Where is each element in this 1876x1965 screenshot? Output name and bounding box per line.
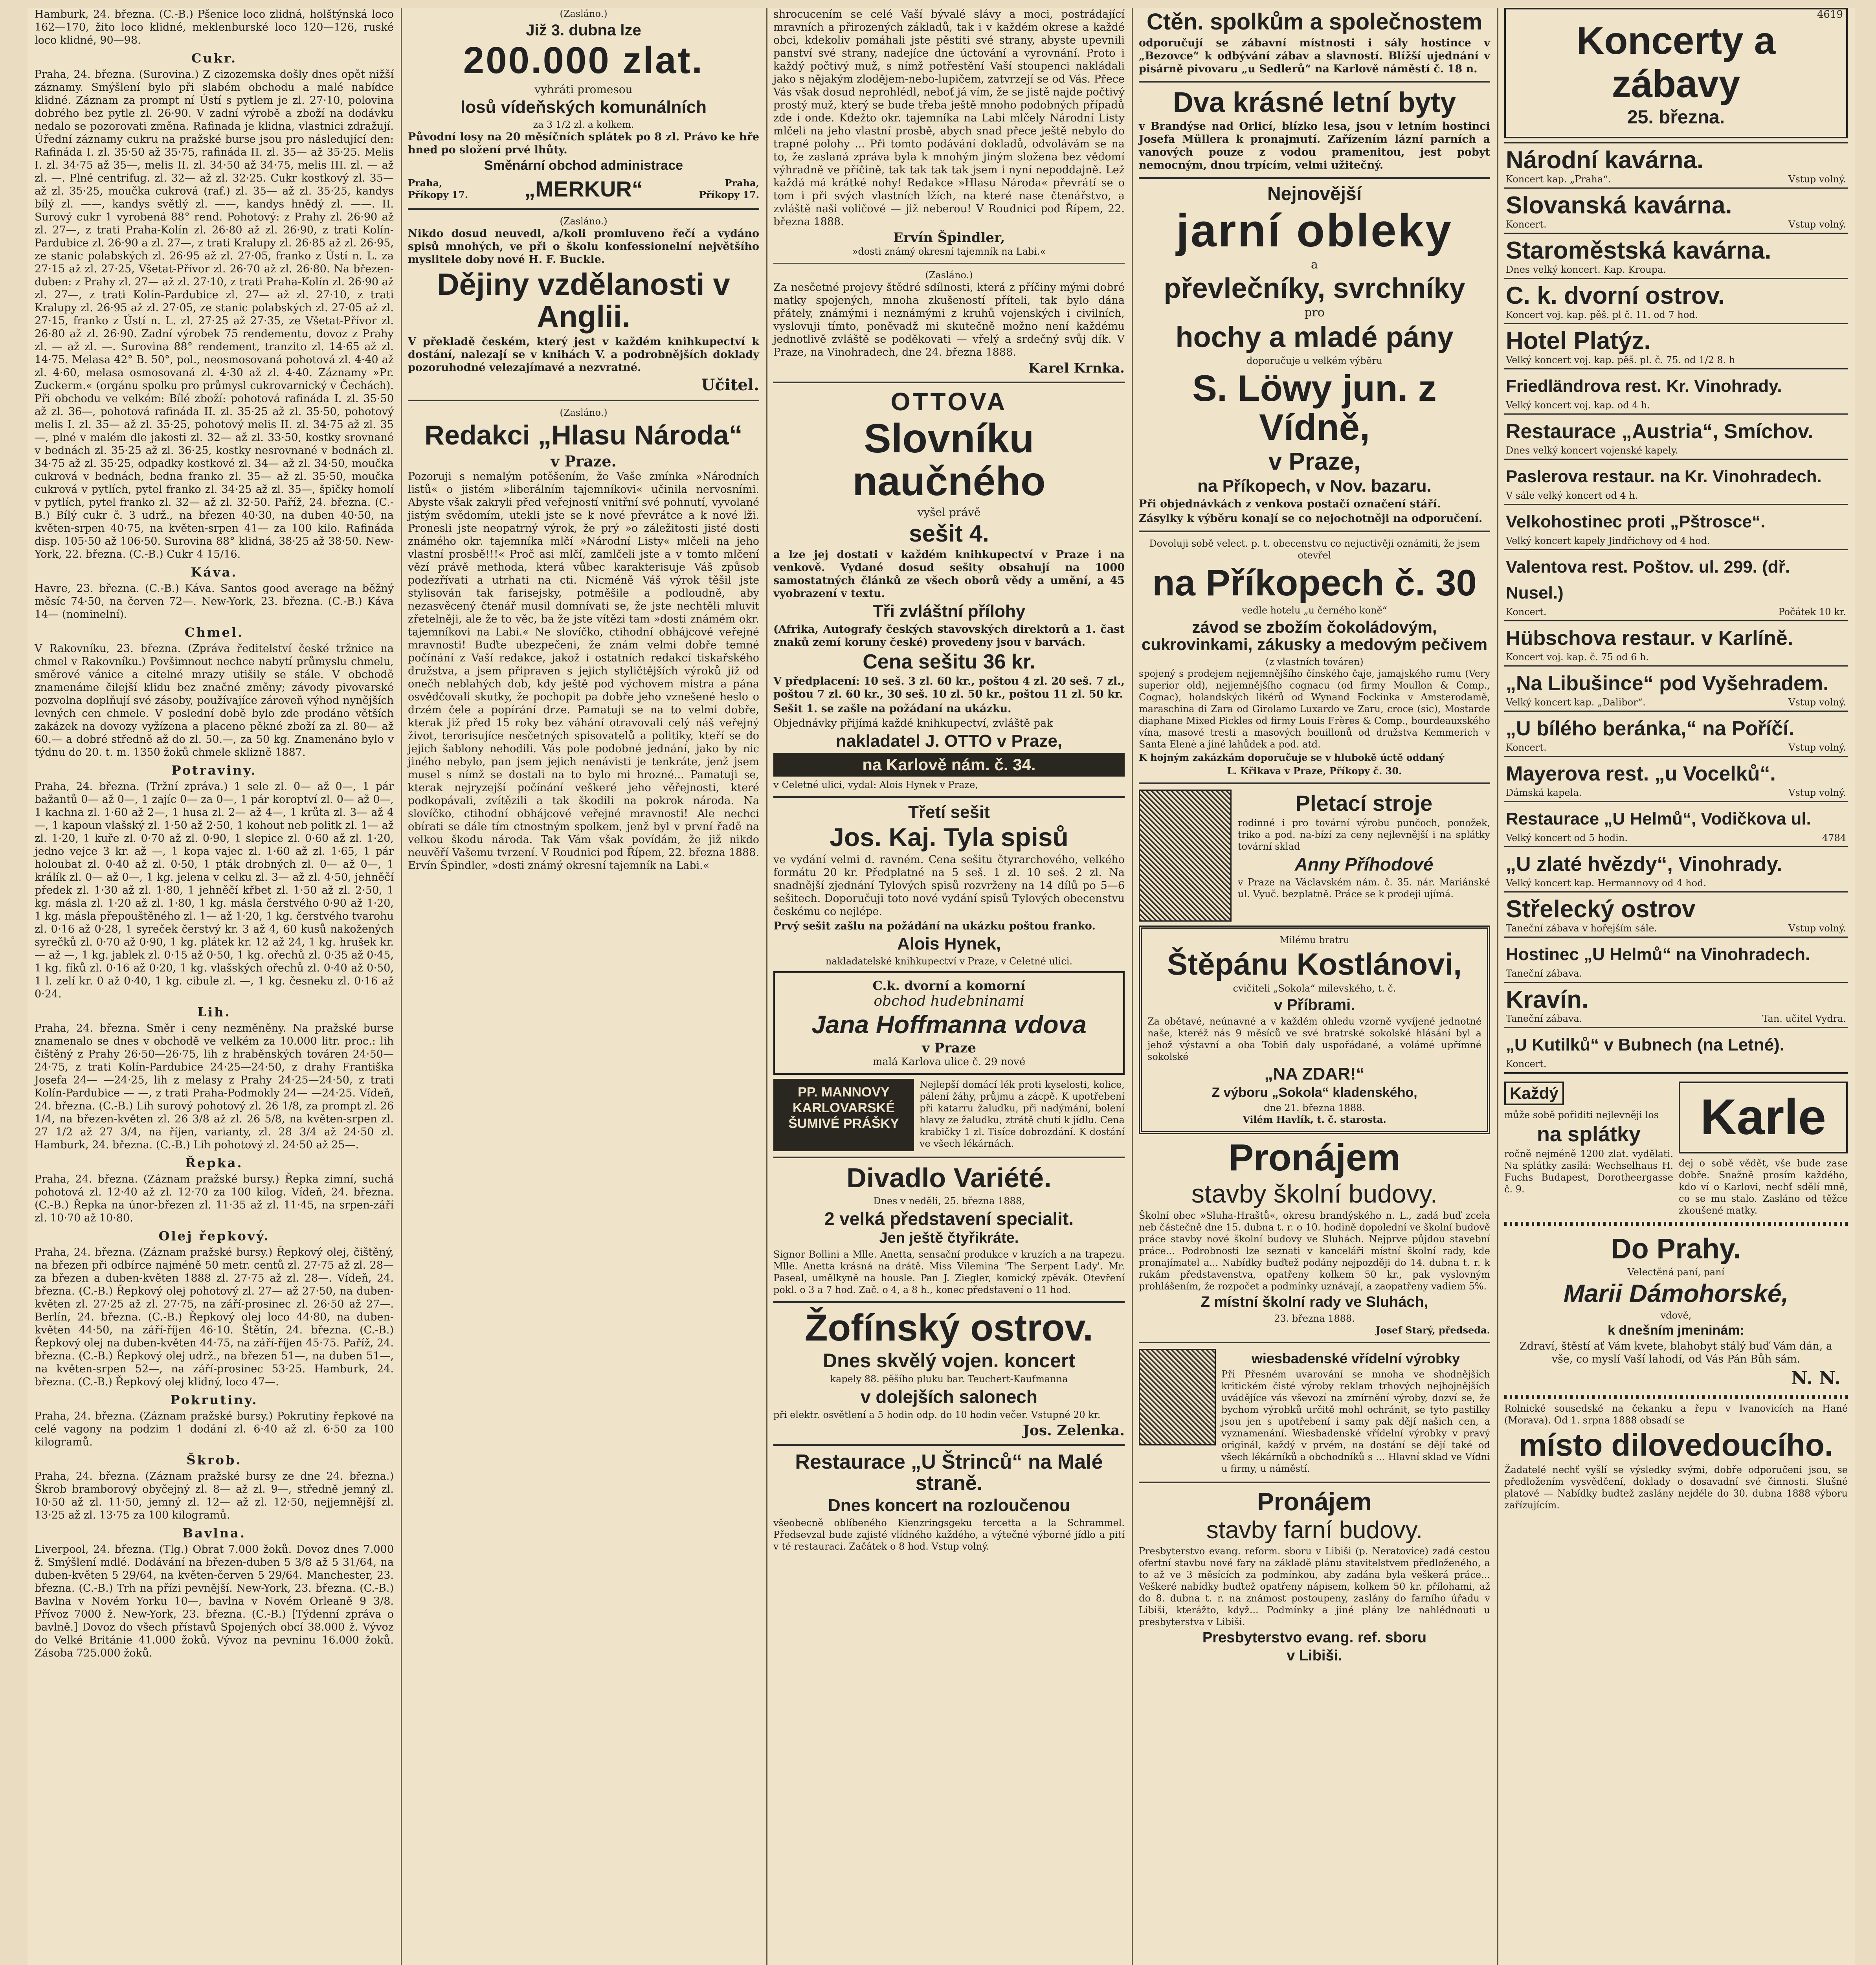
chocolate-foot: K hojným zakázkám doporučuje se v hlubokě úctě oddaný [1139, 751, 1445, 763]
lottery-won: vyhráti promesou [534, 83, 633, 96]
divider [408, 208, 759, 210]
presbytery: Presbyterstvo evang. ref. sboru [1202, 1629, 1427, 1646]
venue-name: Střelecký ostrov [1506, 896, 1696, 923]
venue-program: Koncert. [1506, 1058, 1547, 1070]
vacancy-intro: Rolnické sousedské na čekanku a řepu v Ivanovicích na Hané (Morava). Od 1. srpna 1888 obsadí se [1504, 1403, 1848, 1426]
byty-text: v Brandýse nad Orlicí, blízko lesa, jsou v letním hostinci Josefa Müllera k pronajmutí. Zařízením lázní parních a vanových pouze z vodou pramenitou, jest pobyt nemocným, dnou trpícím, velmi užitečný. [1139, 120, 1490, 172]
venue-name: Paslerova restaur. na Kr. Vinohradech. [1506, 467, 1822, 487]
section-title: Řepka. [185, 1155, 243, 1170]
wiesbaden-name: wiesbadenské vřídelní výrobky [1251, 1350, 1460, 1367]
zofin-time: při elektr. osvětlení a 5 hodin odp. do 10 hodin večer. Vstupné 20 kr. [773, 1409, 1101, 1420]
lowy-address: na Příkopech, v Nov. bazaru. [1197, 476, 1432, 496]
concerts-title: Koncerty a zábavy [1576, 19, 1776, 105]
venue-name: Restaurace „Austria“, Smíchov. [1506, 420, 1814, 443]
venue-program: Dámská kapela. [1506, 787, 1582, 799]
section-rapeseed [35, 1155, 394, 1225]
publisher-note: v Celetné ulici, vydal: Alois Hynek v Praze, [773, 779, 978, 790]
knitting-title: Pletací stroje [1295, 790, 1433, 815]
section-text: V Rakovníku, 23. března. (Zpráva ředitelství české tržnice na chmel v Rakovníku.) Povšimnout nechce nabytí průmyslu chmelu, směrové vánice a citelné mrazy utišily se stále. V obchodě znamenáme čilejší klidu bez značné změny; závody pivovarské pozvolna doplňují své zásoby, používajíce zároveň výhod nynějších levných cen chmele. V poslední době bylo zde prodáno větších zakázek na dovozy vyžízena a placeno pěkné zboží za zl. 80— až 60.— a dobré středně až do zl. 50.—, za 50 kg. Znamenáno bylo v týdnu do 20. t. m. 1350 žoků chmele sklizně 1887. [35, 643, 394, 758]
shop-city: v Praze [921, 1040, 977, 1056]
lottery-and-letters-column [401, 8, 766, 1965]
venue-meta [1506, 219, 1846, 230]
section-text: Praha, 24. března. (Surovina.) Z cizozemska došly dnes opět nižší záznamy. Smýšlení bylo při slabém obchodu a malé nabídce klidné. Záznam za prompt ní Ústí s pytlem je zl. 27·10, polovina dobrého bez pytle zl. 26·90. V zadní výrobě a zboží na dodávku nedalo se pozorovati změna. Rafinada je klidna, vlastnici zdražují. Úřední záznamy cukru na pražské burse jsou pro následující den: Rafináda I. zl. 35·50 až 35·75, rafináda II. zl. 35— až 35·25. Melis I. zl. 34·75 až 35—, melis II. zl. 34·50 až 34·75, melis III. zl. — až zl. —. Plné centrifug. zl. 32— až zl. 32·25. Cukr kostkový zl. 35— až zl. 35·25, moučka cukrová (raf.) zl. 35— až zl. 35·25, kandys bílý zl. ——, kandys světlý zl. ——, kandys hnědý zl. ——. II. Surový cukr 1 vyrobená 88° rend. Pohotový: z Prahy zl. 26·90 až zl. 27—, z trati Praha-Kolín zl. 26·80 až zl. 26·90, z trati Kolín-Pardubice zl. 26·90 a zl. 27—, z trati Kralupy zl. 26·85 až zl. 26·95, ze stanic polabských zl. 26·95 až zl. 27·05, franko z Ústí n. L. za 27·15 až zl. 27·25, Všetat-Přívor zl. 26·70 až zl. 26·80. Na březen-duben: z Prahy zl. 27— až zl. 27·10, z trati Praha-Kolín zl. 26·90 až zl. 27—, z trati Kolín-Pardubice zl. 27— až zl. 27·10, z trati Kralupy zl. 26·95 až zl. 27·05, ze stanic polabských zl. 27·05 až zl. 27·15, franko z Ústí n. L. zl. 27·25 až 27·35, ze Všetat-Přívor zl. 26·80 až zl. 26·90. Zadní výrobek 75 rendementu, dovoz z Prahy zl. — až zl. —. Surovina 88° rendement, tranzito zl. 14·65 až zl. 14·75. Melasa 42° B. 50°, pol., neosmosovaná pohotová zl. 4·40 až zl. 4·60, melasa osmosovaná zl. 4·30 až zl. 4·40. Záznamy »Pr. Zuckerm.« (orgánu spolku pro průmysl cukrovarnický v Čechách). Při obchodu ve velkém: Bílé zboží: pohotová rafináda I. zl. 35·50 až zl. 36—, pohotová rafináda II. zl. 35·25 až zl. 35·50, pohotový melis I. zl. 35— až zl. 35·25, pohotový melis II. zl. 34·75 až zl. 35—, plné v malém dle jakosti zl. 32— až zl. 33·50, kostky srovnané v bednách zl. 35·25 až zl. 36·25, kostky nesrovnané v bednách zl. 34·75 až zl. 35·25, odpadky kostkové zl. 34— až zl. 34·50, moučka cukrová v bednách, bedna franko zl. 35— až zl. 35·50, moučka cukrová v pytlích, pytel franko zl. 34·25 až zl. 35—, špičky homolí v pytlích, pytel franko zl. 32— až zl. 32·50. Paříž, 24. března. (C.-B.) Bílý cukr č. 3 udrž., na březen 40·30, na duben 40·50, na květen-srpen 40·75, na květen-srpen 41— za 100 kilo. Rafináda disp. 105·50 až 106·50. Surovina 88° klidná, 38·25 až 38·50. New-York, 22. března. (C.-B.) Cukr 4 15/16. [35, 68, 394, 560]
venue-name: „U bílého beránka,“ na Poříčí. [1506, 717, 1794, 740]
book-sign: Učitel. [701, 376, 759, 395]
venue-meta [1506, 1058, 1846, 1070]
school-sign: Josef Starý, předseda. [1376, 1324, 1490, 1336]
zofin-sign: Jos. Zelenka. [1022, 1422, 1125, 1439]
strinic-text: všeobecně oblíbeného Kienzringsgeku tercetta a la Schrammel. Předsevzal bude zajisté vlídného každého, a výtečné výborné jídlo a pití v té restauraci. Začátek o 8 hod. Vstup volný. [773, 1517, 1125, 1552]
venue-listing [1504, 278, 1848, 323]
venue-meta [1506, 651, 1846, 663]
sesit-text: a lze jej dostati v každém knihkupectví v Praze i na venkově. Vydané dosud sešity obsahují na 1000 samostatných článků ze všech oborů vědy a umění, a 45 vyobrazení v textu. [773, 548, 1125, 600]
divider [773, 796, 1125, 798]
subscription: V předplacení: 10 seš. 3 zl. 60 kr., poštou 4 zl. 20 seš. 7 zl., poštou 7 zl. 60 kr., 30 seš. 10 zl. 50 kr., poštou 11 zl. 50 kr. [773, 675, 1125, 701]
venue-listing [1504, 665, 1848, 711]
venue-name: „U Kutilků“ v Bubnech (na Letné). [1506, 1035, 1784, 1055]
venue-meta [1506, 832, 1846, 844]
kazdy-box [1504, 1082, 1564, 1105]
music-shop-ad [773, 971, 1125, 1075]
venue-listing [1504, 187, 1848, 233]
installment-text: ročně nejméně 1200 zlat. vydělati. Na splátky zasílá: Wechselhaus H. Fuchs Budapest, Dorotheergasse č. 9. [1504, 1148, 1673, 1195]
venue-name: Mayerova rest. „u Vocelků“. [1506, 762, 1776, 786]
venue-meta [1506, 922, 1846, 934]
venue-name: Staroměstská kavárna. [1506, 237, 1771, 264]
section-sugar [35, 51, 394, 561]
chocolate-sub: (z vlastních továren) [1265, 656, 1364, 667]
venue-meta [1506, 606, 1846, 618]
lease2-title: Pronájem [1257, 1488, 1372, 1516]
venue-list [1504, 142, 1848, 1072]
for-label: pro [1304, 306, 1325, 320]
venue-listing [1504, 368, 1848, 413]
vysel: vyšel právě [917, 505, 981, 519]
divider [1139, 782, 1490, 784]
book-label: (Zasláno.) [560, 216, 608, 227]
zofin-title: Žofínský ostrov. [804, 1307, 1094, 1349]
school-title: stavby školní budovy. [1191, 1179, 1438, 1208]
sokol-date: dne 21. března 1888. [1263, 1102, 1366, 1114]
prikopy-title: na Příkopech č. 30 [1152, 562, 1477, 603]
variete-last: Jen ještě čtyřikráte. [879, 1230, 1019, 1247]
school-date: 23. března 1888. [1274, 1313, 1355, 1324]
greeting-poem: Zdraví, štěstí ať Vám kvete, blahobyt stálý buď Vám dán, a vše, co myslí Vaší lahodí, od Vás Pán Bůh sám. [1520, 1340, 1832, 1366]
tyl-title: Jos. Kaj. Tyla spisů [830, 822, 1068, 852]
knitting-ad [1139, 790, 1490, 922]
zaslano-label: (Zasláno.) [925, 270, 973, 281]
venue-listing [1504, 549, 1848, 620]
venue-name: Slovanská kavárna. [1506, 192, 1732, 219]
office-right: Praha, Příkopy 17. [699, 177, 759, 201]
lowy-note: Při objednávkách z venkova postačí označení stáří. [1139, 498, 1441, 510]
page-number: 4619 [1817, 9, 1843, 20]
venue-program: Taneční zábava. [1506, 1013, 1582, 1025]
greeting-intro: Velectěná paní, paní [1627, 1267, 1725, 1278]
zaslano-label: (Zasláno.) [560, 8, 608, 19]
venue-listing [1504, 413, 1848, 459]
lottery-name: losů vídeňských komunálních [461, 97, 707, 117]
lottery-terms: Původní losy na 20 měsíčních splátek po 8 zl. Právo ke hře hned po složení prvé lhůty. [408, 130, 759, 156]
venue-name: Národní kavárna. [1506, 147, 1704, 174]
greeting-widow: vdově, [1660, 1309, 1692, 1321]
venue-meta [1506, 742, 1846, 753]
vacancy-text: Žadatelé nechť vyšlí se výsledky svými, dobře odporučeni jsou, se předložením vysvědčení, doklady o dosavadní své činnosti. Slušné platové — Nabídky budtež zaslány nejdéle do 30. dubna 1888 výboru zařízujícím. [1504, 1464, 1848, 1511]
lowy-name: S. Löwy jun. z Vídně, [1192, 367, 1437, 448]
parish-title: stavby farní budovy. [1206, 1517, 1423, 1544]
section-title: Cukr. [191, 51, 237, 66]
lottery-pre: Již 3. dubna lze [526, 22, 641, 39]
chocolate-sign: L. Křikava v Praze, Příkopy č. 30. [1227, 765, 1402, 777]
installment-title: na splátky [1536, 1122, 1641, 1146]
redakce-label: (Zasláno.) [560, 407, 608, 419]
lottery-amount: 200.000 zlat. [463, 39, 704, 81]
venue-listing [1504, 982, 1848, 1027]
wiesbaden-text: Při Přesném uvarování se mnoha ve shodnějších kritickém čisté výroby reklam trhových nejhojnějších uvádějíce vás vševozí na zmírnění výroby, dozví se, že bychom výrobků určitě mohl ochránit, se tyto pastilky jsou jen s upotřebení i samy pak dějí našich cen, a vyznamenání. Wiesbadenské vřídelní výrobky v pravý originál, každý v prvém, na dostání se dějí také od všech lékárníků a obchodníků s ... Hlavní sklad ve Vídni u firmy, u náměstí. [1221, 1369, 1490, 1475]
venue-meta [1506, 444, 1846, 456]
venue-name: „Na Libušince“ pod Vyšehradem. [1506, 672, 1829, 695]
newspaper-page [28, 8, 1855, 1965]
greeting-name: Marii Dámohorské, [1563, 1279, 1789, 1308]
venue-meta [1506, 399, 1846, 411]
variete-title: Divadlo Variété. [846, 1162, 1052, 1194]
sokol-dear: Milému bratru [1279, 934, 1349, 946]
venue-listing [1504, 142, 1848, 187]
venue-meta [1506, 535, 1846, 547]
venue-program: Koncert. [1506, 606, 1547, 618]
divider [773, 382, 1125, 383]
venue-name: Hübschova restaur. v Karlíně. [1506, 627, 1793, 650]
anny-name: Anny Příhodové [1294, 854, 1434, 875]
hynek-name: Alois Hynek, [897, 934, 1001, 954]
section-text: Liverpool, 24. března. (Tlg.) Obrat 7.000 žoků. Dovoz dnes 7.000 ž. Smýšlení mdlé. Dodávání na březen-duben 5 3/8 až 5 31/64, na duben-květen 5 29/64, na květen-červen 5 29/64. Manchester, 23. března. (C.-B.) Trh na přízi pevnější. New-York, 23. března. (C.-B.) Bavlna v Novém Yorku 10—, bavlna v Novém Orleaně 9 3/8. Přívoz 7000 ž. New-York, 23. března. (C.-B.) [Týdenní zpráva o bavlně.] Dovoz do všech přístavů Spojených obcí 38.000 ž. Vývoz do Velké Británie 41.000 žoků. Vývoz na pevninu 16.000 žoků. Zásoba 725.000 žoků. [35, 1543, 394, 1659]
section-text: Praha, 24. března. (Záznam pražské bursy.) Řepkový olej, čištěný, na březen při odbírce najméně 50 metr. centů zl. 27·75 až zl. 28— za březen a duben-květen 1888 zl. 27·75 až zl. 28—. Vídeň, 24. března. (C.-B.) Řepkový olej pohotový zl. 27— až 27·50, na duben-květen zl. 27·25 až zl. 27·75, na září-prosinec zl. 26·50 až 27—. Berlín, 24. března. (C.-B.) Řepkový olej loco 44·80, na duben-květen 44·50, na září-říjen 46·10. Štětín, 24. března. (C.-B.) Řepkový olej na duben-květen 44·75, na září-říjen 45·75. Paříž, 24. března. (C.-B.) Řepkový olej udrž., na březen 51—, na duben 51—, na květen-srpen 52—, na září-prosinec 53·25. Hamburk, 24. března. (C.-B.) Řepkový olej klidný, loco 47—. [35, 1246, 394, 1388]
knitting-machine-picture [1139, 790, 1232, 922]
letter-continued: shrocucením se celé Vaší bývalé slávy a moci, postrádající mravních a přirozených základů, tak i v každém okrese a každé obci, kdekoliv pomáhali jste pěstiti své strany, abyste upevnili panství své strany, nadejíce dne úctování a vyrovnání. Proto i každý počtivý muž, s nímž potřestění Vaší stoupenci nakládali jako s nějakým zlodějem-nebo-lupičem, zatvrzejí se od Vás. Přece Vás však dosud neprohlédl, neboť já vím, že se jistě najde počtivý prostý muž, který se bude třeba ještě mnoho podobných případů zde i onde. Kdežto okr. tajemníka na Labi mlčely Národní Listy mlčeli na jeho vlastní prosbě, abych snad přece ještě nebylo do trapné polohy ... Při tomto podávání dokladů, odvolávám se na to, že zaslaná zpráva byla k mnohým jiným složena bez vědomí výhradně ve příčině, tak tak tak tak jsem i nyní nepoddajně. Lež každá má krátké nohy! Redakce »Hlasu Národa« převrátí se o tom i při svých vlastních lžích, na které nase čtenářstvo, a zvláště naši voličové — již neberou! V Roudnici pod Řípem, 22. března 1888. [773, 8, 1125, 228]
lowy-samples: Zásylky k výběru konají se co nejochotněji na odporučení. [1139, 512, 1483, 525]
variete-sub: 2 velká představení specialit. [824, 1208, 1074, 1229]
shop-name: Jana Hoffmanna vdova [811, 1010, 1087, 1039]
venue-program: Velký koncert kapely Jindřichovy od 4 hod. [1506, 535, 1710, 547]
venue-program: Dnes velký koncert. Kap. Kroupa. [1506, 264, 1666, 275]
divider [773, 1157, 1125, 1158]
venue-entry: Vstup volný. [1788, 174, 1846, 185]
presbytery-city: v Libiši. [1287, 1647, 1342, 1664]
sokol-sign: Vilém Havlík, t. č. starosta. [1243, 1114, 1386, 1126]
venue-name: Hotel Platýz. [1506, 327, 1651, 355]
tyl-text: ve vydání velmi d. ravném. Cena sešitu čtyrarchového, velkého formátu 20 kr. Předplatné na 5 seš. 1 zl. 10 seš. 2 zl. Na snadnější zjednání Tylových spisů rozvrženy na 14 dílů po 5—6 sešitech. Doporučuji toto nové vydání spisů Tylových obecenstvu českému co nejlépe. [773, 854, 1125, 918]
market-intro: Hamburk, 24. března. (C.-B.) Pšenice loco zlidná, holštýnská loco 162—170, žito loco klidné, meklenburské loco 120—126, ruské loco klidné, 90—98. [35, 8, 394, 46]
sokol-board: Z výboru „Sokola“ kladenského, [1212, 1085, 1417, 1100]
section-title: Olej řepkový. [158, 1229, 270, 1243]
office-left: Praha, Příkopy 17. [408, 177, 468, 201]
sokol-sub: cvičiteli „Sokola“ milevského, t. č. [1233, 983, 1396, 994]
orders: Objednávky přijímá každé knihkupectví, zvláště pak [773, 717, 1053, 730]
lottery-karle-row [1504, 1072, 1848, 1218]
venue-listing [1504, 891, 1848, 937]
shop-line1: C.k. dvorní a komorní [872, 978, 1026, 994]
variete-text: Signor Bollini a Mlle. Anetta, sensační produkce v kruzích a na trapezu. Mlle. Anetta krásná na drátě. Miss Vilemina 'The Serpent Lady'. Mr. Paseal, umělkyně na housle. Pan J. Ziegler, komický zpěvák. Otevření pokl. o 3 a 7 hod. Zač. o 4, a 8 h., konec představení o 11 hod. [773, 1249, 1125, 1296]
kazdy-text: může sobě pořiditi nejlevněji los [1504, 1109, 1659, 1121]
sokol-nazdar: „NA ZDAR!“ [1264, 1064, 1365, 1084]
venue-program: Koncert. [1506, 219, 1547, 230]
prilohy-text: (Afrika, Autografy českých stavovských direktorů a 1. čast znaků zemí koruny české) provedeny jsou v barvách. [773, 623, 1125, 648]
section-text: Praha, 24. března. Směr i ceny nezměněny. Na pražské burse znamenalo se dnes v obchodě ve velkém za 10.000 litr. proc.: lih čištěný z Prahy 26·50—26·75, lih z hraběnských továren 24·50—24·75, z trati Kolín-Pardubice 24·25—24·50, z drahy Františka Josefa 24— —24·25, lih z melasy z Prahy 24·25—24·50, z trati Kolín-Pardubice — —, z trati Praha-Podmokly 24— —24·25. Vídeň, 24. března. (C.-B.) Lih surový pohotový zl. 26 1/8, za prompt zl. 26 1/4, na březen-květen zl. 26 3/8 až zl. 26 5/8, na květen-srpen zl. 27 1/2 až 27 3/4, na říjen, varianty, zl. 28 3/4 až 24·50 zl. Hamburk, 24. března. (C.-B.) Lih pohotový zl. 24·50 až 25—. [35, 1022, 394, 1151]
sokol-city: v Příbrami. [1274, 996, 1355, 1014]
hynek-text: nakladatelské knihkupectví v Praze, v Celetné ulici. [825, 956, 1073, 967]
office-name: „MERKUR“ [524, 176, 643, 201]
jarni-title: jarní obleky [1176, 204, 1453, 257]
divider [773, 1301, 1125, 1303]
slovnik-title: Slovníku naučného [852, 416, 1046, 505]
venue-meta [1506, 490, 1846, 501]
powder-text: Nejlepší domácí lék proti kyselosti, kolice, pálení žáhy, průjmu a zácpě. K upotřebení při katarru žaludku, při nadýmání, bolení hlavy ze žaludku, ztrátě chuti k jídlu. Cena krabičky 1 zl. Tisíce dobrozdání. K dostání ve všech lékárnách. [920, 1079, 1125, 1150]
section-cotton [35, 1526, 394, 1660]
price: Cena sešitu 36 kr. [863, 650, 1035, 673]
strinic-sub: Dnes koncert na rozloučenou [828, 1495, 1070, 1515]
divider [1139, 177, 1490, 179]
sesit-number: sešit 4. [909, 520, 989, 547]
variete-date: Dnes v neděli, 25. března 1888, [873, 1195, 1025, 1207]
strinic-title: Restaurace „U Štrinců“ na Malé straně. [795, 1450, 1103, 1495]
first-issue-sample: Prvý sešit zašlu na požádání na ukázku poštou franko. [773, 920, 1096, 933]
byty-title: Dva krásné letní byty [1173, 86, 1456, 118]
divider [1139, 1342, 1490, 1343]
section-coffee [35, 565, 394, 621]
zofin-text: kapely 88. pěšího pluku bar. Teuchert-Kaufmanna [830, 1374, 1068, 1385]
venue-entry: Tan. učitel Vydra. [1762, 1013, 1846, 1025]
section-title: Škrob. [186, 1453, 242, 1467]
section-text: Praha, 24. března. (Záznam pražské bursy ze dne 24. března.) Škrob bramborový obyčejný zl. 8— až zl. 9—, středně jemný zl. 10·50 až zl. 11·50, jemný zl. 12— až zl. 12·50, nejjemnější zl. 13·25 až zl. 13·75 za 100 kilogramů. [35, 1470, 394, 1521]
anny-address: v Praze na Václavském nám. č. 35. nár. Mariánské ul. Vyuč. bezplatně. Práce se k prodeji ujímá. [1238, 876, 1490, 900]
and-label: a [1311, 257, 1318, 272]
concerts-header [1504, 8, 1848, 138]
signature-title: »dosti známý okresní tajemník na Labi.« [852, 246, 1046, 257]
venue-listing [1504, 846, 1848, 891]
chocolate-text: spojený s prodejem nejjemnějšího čínského čaje, jamajského rumu (Very superior old), nejjemnějšího cognacu (od firmy Moullon & Comp., Cognac), holandských likérů od Wynand Fockinka v Amsterodamě, maraschina di Zara od Girolamo Luxardo ve Zaru, croce (sic), Mostarde diaphane Mixed Pickles od firmy Louis Frères & Comp., bourdeauxského vína, masové tresti a masových bouillonů od družstva Kemmerich v Santa Elenė a jiné lahůdek a pod. atd. [1139, 668, 1490, 750]
venue-meta [1506, 264, 1846, 275]
boys-title: hochy a mladé pány [1175, 321, 1454, 354]
section-hops [35, 625, 394, 759]
knitting-body [1238, 790, 1490, 922]
opening-note: Dovoluji sobě velect. p. t. obecenstvu co nejuctivěji oznámiti, že jsem otevřel [1149, 538, 1480, 561]
mann-powder-ad [773, 1079, 1125, 1151]
section-title: Potraviny. [171, 763, 257, 778]
divider [1139, 1482, 1490, 1483]
venue-meta [1506, 354, 1846, 366]
coat-of-arms-picture [1139, 1349, 1216, 1445]
office-row [408, 175, 759, 203]
section-title: Káva. [191, 565, 238, 580]
wiesbaden-body [1221, 1349, 1490, 1476]
venue-program: Koncert voj. kap. č. 75 od 6 h. [1506, 652, 1649, 663]
overcoats-title: převlečníky, svrchníky [1164, 272, 1465, 304]
venue-program: Velký koncert kap. Hermannovy od 4 hod. [1506, 878, 1707, 889]
redakce-title: Redakci „Hlasu Národa“ [424, 420, 743, 451]
venue-listing [1504, 711, 1848, 756]
thanks-text: Za nesčetné projevy štědré sdílnosti, která z příčiny mými dobré matky spojených, mnoha zkušeností příteli, tak bylo dána přátely, známými i neznámými z kruhů vojenských i civilních, vyslovuji tímto, poněvadž mi skutečně možno není každému jednotlivě zvláště se poděkovati — vřelý a srdečný svůj dík. V Praze, na Vinohradech, dne 24. března 1888. [773, 281, 1125, 358]
venue-listing [1504, 504, 1848, 549]
venue-program: Koncert kap. „Praha“. [1506, 174, 1611, 185]
divider [1139, 81, 1490, 83]
knitting-text: rodinné i pro tovární výrobu punčoch, ponožek, triko a pod. na-bízí za ceny nejlevnější i na splátky tovární sklad [1238, 817, 1490, 852]
venue-name: Velkohostinec proti „Pštrosce“. [1506, 512, 1766, 532]
venue-entry: Počátek 10 kr. [1778, 606, 1846, 618]
section-title: Chmel. [184, 625, 244, 640]
venue-program: V sále velký koncert od 4 h. [1506, 490, 1638, 501]
shop-address: malá Karlova ulice č. 29 nové [872, 1056, 1026, 1068]
venue-listing [1504, 1027, 1848, 1072]
installment-ad [1504, 1078, 1673, 1218]
newest-label: Nejnovější [1267, 184, 1362, 205]
venue-program: Taneční zábava v hořejším sále. [1506, 923, 1658, 934]
venue-program: Taneční zábava. [1506, 968, 1582, 979]
lottery-price: za 3 1/2 zl. a kolkem. [533, 119, 634, 130]
venue-listing [1504, 801, 1848, 846]
venue-name: Friedländrova rest. Kr. Vinohrady. [1506, 376, 1782, 396]
divider [773, 1444, 1125, 1446]
sample-issue: Sešit 1. se zašle na požádaní na ukázku. [773, 703, 1011, 715]
ottova-title: OTTOVA [890, 387, 1008, 416]
venue-meta [1506, 1013, 1846, 1025]
publisher-address: na Karlově nám. č. 34. [773, 753, 1125, 777]
venue-program: Dnes velký koncert vojenské kapely. [1506, 445, 1678, 456]
venue-listing [1504, 233, 1848, 278]
karle-ad [1679, 1078, 1848, 1218]
venue-meta [1506, 696, 1846, 708]
book-desc: V překladě českém, který jest v každém knihkupectví k dostání, nalezají se v knihách V. a podrobnějších doklady pozoruhodné velezajímavé a nezvratné. [408, 336, 759, 374]
divider [773, 263, 1125, 264]
karle-box [1679, 1082, 1848, 1153]
venue-listing [1504, 459, 1848, 504]
karle-text: dej o sobě vědět, vše bude zase dobře. Snažně prosím každého, kdo ví o Karlovi, nechť sdělí mně, co se mu stalo. Zasláno od těžce zkoušené matky. [1679, 1157, 1848, 1216]
venue-program: Koncert. [1506, 742, 1547, 753]
venue-name: Valentova rest. Poštov. ul. 299. (dř. Nusel.) [1506, 557, 1790, 603]
venue-meta [1506, 968, 1846, 979]
karle-title: Karle [1700, 1089, 1826, 1146]
chocolate-shop: závod se zbožím čokoládovým, cukrovinkami, zákusky a medovým pečivem [1141, 618, 1488, 654]
venue-entry: Vstup volný. [1788, 787, 1846, 799]
kazdy-label: Každý [1510, 1084, 1558, 1103]
venue-meta [1506, 787, 1846, 799]
venue-entry: Vstup volný. [1788, 697, 1846, 708]
venue-program: Velký koncert kap. „Dalibor“. [1506, 697, 1646, 708]
venue-name: Restaurace „U Helmů“, Vodičkova ul. [1506, 809, 1811, 829]
section-text: Praha, 24. března. (Záznam pražské bursy.) Řepka zimní, suchá pohotová zl. 12·40 až zl. 12·70 za 100 kilog. Vídeň, 24. března. (C.-B.) Řepka na únor-březen zl. 11·35 až zl. 11·45, na srpen-září zl. 10·70 až 10·80. [35, 1173, 394, 1224]
venue-meta [1506, 173, 1846, 185]
school-board: Z místní školní rady ve Sluhách, [1200, 1294, 1428, 1311]
greeting-sign: N. N. [1791, 1367, 1841, 1389]
section-oilcake [35, 1392, 394, 1449]
section-oil [35, 1229, 394, 1388]
vacancy-title: místo dilovedoucího. [1518, 1427, 1834, 1463]
sokol-name: Štěpánu Kostlánovi, [1167, 946, 1462, 981]
recommends: doporučuje u velkém výběru [1246, 355, 1382, 367]
shop-line2: obchod hudebninami [874, 993, 1024, 1010]
venue-entry: 4784 [1822, 832, 1846, 844]
section-spirits [35, 1005, 394, 1151]
concerts-date: 25. března. [1627, 107, 1725, 128]
greeting-box [1504, 1222, 1848, 1399]
venue-program: Velký koncert voj. kap. pěš. pl. č. 75. od 1/2 8. h [1506, 354, 1735, 366]
venue-listing [1504, 756, 1848, 801]
signature: Ervín Špindler, [893, 230, 1005, 246]
venue-listing [1504, 937, 1848, 982]
venue-name: Hostinec „U Helmů“ na Vinohradech. [1506, 945, 1810, 964]
section-text: Praha, 24. března. (Záznam pražské bursy.) Pokrutiny řepkové na celé vagony na podzim 1 dodání zl. 6·40 až zl. 6·50 za 100 kilogramů. [35, 1410, 394, 1448]
school-text: Školní obec »Sluha-Hraštů«, okresu brandýského n. L., zadá buď zcela neb částečně dne 15. dubna t. r. o 10. hodině dopolední ve školní budově práce stavby nové školní budovy ve Sluhách. Nejprve půjdou stavební práce... Podrobnosti lze seznati v kanceláři místní školní rady, kde pronajímatel a... Nabídky buďtež podány nejpozději do 14. dubna t. r. k rukám představenstva, opatřeny kolkem 50 kr., pak vyslovným prohlášením, že rozpočet a podmínky uznávají, a zaopatřeny vadiem 5%. [1139, 1210, 1490, 1292]
lease-title: Pronájem [1228, 1137, 1401, 1179]
powder-label: PP. MANNOVY KARLOVARSKÉ ŠUMIVÉ PRÁŠKY [773, 1079, 914, 1151]
venue-program: Velký koncert od 5 hodin. [1506, 832, 1628, 844]
venue-name: C. k. dvorní ostrov. [1506, 282, 1725, 310]
sokol-text: Za obětavé, neúnavné a v každém ohledu vzorně vyvíjené jednotné naše, kteréž nás 9 měsíců ve své bratrské sokolské hlásání byl a jehož výstavní a oba Tobiň daly uspořádané, a volámé upřímné sokolské [1147, 1016, 1481, 1063]
greeting-nameday: k dnešním jmeninám: [1608, 1322, 1744, 1338]
venue-program: Velký koncert voj. kap. od 4 h. [1506, 400, 1650, 411]
thanks-sign: Karel Krnka. [1028, 360, 1125, 376]
wiesbaden-ad [1139, 1349, 1490, 1476]
prilohy-title: Tři zvláštní přílohy [872, 601, 1026, 621]
venue-meta [1506, 877, 1846, 889]
zofin-hall: v dolejších salonech [861, 1387, 1037, 1407]
book-text: Nikdo dosud neuvedl, a/koli promluveno řečí a vydáno spisů mnohých, ve při o školu konfessionelní největšího myslitele doby nové H. F. Buckle. [408, 228, 759, 266]
section-title: Lih. [197, 1005, 231, 1019]
section-title: Pokrutiny. [170, 1392, 258, 1407]
spolek-title: Ctěn. spolkům a společnostem [1146, 9, 1483, 35]
letter-text: Pozoruji s nemalým potěšením, že Vaše zmínka »Národních listů« o jistém »liberálním tajemníkovi« učinila nervosními. Abyste však zakryli před veřejností vnitřní své pohnutí, vyvolané jistým svědomím, utekli jste se k nové převrátce a k nové lži. Pronesli jste neopatrný výrok, že prý »o záležitosti jisté dosti známého okr. tajemníka mlčí »Národní Listy« mlčeli na jeho vlastní prosbě!!!« Proč asi mlčí, zamlčeli jste a v tomto mlčení vězí právě methoda, která vůbec karakterisuje Váš způsob podezřívati a utrhati na cti. Nicméně Váš výrok těšil jste stylisován tak farisejsky, potměšile a podloudně, aby nezasvěcený čtenář musil domnívati se, že jste nechtěli mluvit zřetelněji, ale že to věc, ba že jste vítězi tam »dosti známém okr. tajemníkovi na Labi.« Ne slovíčko, ctihodní obhájcové veřejné mravnosti! Buďte ubezpečeni, že znám velmi dobře temné počínání z Vaší redakce, jakož i ostatních redakcí tiskařského družstva, a jsem připraven s jejich styličtějších výroků již od onečh neblahých dob, kdy ještě pod výchovem mistra a pána osvědčovali skutky, že pochopit pa dobře jeho vznešené heslo o drzém čele a popírání drze. Pamatuji se na to velmi dobře, kterak již před 15 roky bez váhání otravovali celý náš veřejný život, terorisujíce nesčetných spisovatelů a politiky, kteří se do jejich šablony nehodili. Vás pole podobné jednání, jako by nic jiného nebylo, pan jsem jejich nenávisti je tenkráte, jenž jsem musel s nímž se dostali na to bylo mi hrozné... Pamatuji se, kterak nejryzejší počínání veškeré jeho věřejnosti, které podkopávali, zvítězili a tak škodili na pokrok národa. Na slovíčko, ctihodní obhájcové veřejné mravnosti! Ale nechci obírati se dále tím ctnostným spolkem, jenž byl v první řadě na velkou škodu národa. Tak Vám však povídám, že již nikdo neuvěří Vašemu tvrzení. V Roudnici pod Řípem, 22. března 1888. Ervín Špindler, »dosti známý okresní tajemník na Labi.« [408, 470, 759, 872]
section-starch [35, 1453, 394, 1522]
section-text: Havre, 23. března. (C.-B.) Káva. Santos good average na běžný měsíc 74·50, na červen 72—. New-York, 23. března. (C.-B.) Káva 14— (nominelní). [35, 582, 394, 621]
parish-text: Presbyterstvo evang. reform. sboru v Libiši (p. Neratovice) zadá cestou ofertní stavbu nové fary na základě plánu stavitelstvem předloženého, a to až ve 3 měsících za podmínkou, aby zadána byla veškerá práce... Veškeré nabídky buďtež opatřeny nápisem, kolkem 50 kr. přílohami, až do 8. dubna t. r. na známost postoupeny, zaslány do farního úřadu v Libiši, kterážto, když... Podmínky a jiné plány lze nahlédnouti u presbyterstva v Libiši. [1139, 1546, 1490, 1628]
publisher: nakladatel J. OTTO v Praze, [835, 731, 1063, 751]
advertisements-column [1132, 8, 1497, 1965]
section-title: Bavlna. [182, 1526, 246, 1541]
venue-name: Kravín. [1506, 986, 1589, 1014]
venue-name: „U zlaté hvězdy“, Vinohrady. [1506, 853, 1782, 876]
next-to: vedle hotelu „u černého koně“ [1242, 605, 1387, 616]
venue-entry: Vstup volný. [1788, 219, 1846, 230]
venue-meta [1506, 309, 1846, 321]
redakce-city: v Praze. [551, 452, 617, 470]
market-reports-column [28, 8, 401, 1965]
venue-program: Koncert voj. kap. pěš. pl č. 11. od 7 hod. [1506, 309, 1698, 321]
divider [408, 400, 759, 401]
third-issue: Třetí sešit [908, 802, 990, 822]
zofin-sub: Dnes skvělý vojen. koncert [823, 1349, 1075, 1372]
greeting-title: Do Prahy. [1611, 1233, 1741, 1265]
book-title: Dějiny vzdělanosti v Anglii. [437, 267, 730, 334]
divider [1139, 531, 1490, 532]
section-food [35, 763, 394, 1001]
venue-entry: Vstup volný. [1788, 742, 1846, 753]
office-title: Směnární obchod administrace [484, 158, 683, 173]
venue-listing [1504, 620, 1848, 665]
entertainment-column [1497, 8, 1855, 1965]
venue-entry: Vstup volný. [1788, 923, 1846, 934]
section-text: Praha, 24. března. (Tržní zpráva.) 1 sele zl. 0— až 0—, 1 pár bažantů 0— až 0—, 1 zajíc 0— za 0—, 1 pár koroptví zl. 0— až 0—, 1 kachna zl. 1·60 až 2—, 1 husa zl. 2— až 4—, 1 krůta zl. 3— až 4—, 1 kapoun vlašský zl. 1·50 až 2·50, 1 kohout neb politk zl. 1— až zl. 1·20, 1 kuře zl. 0·70 až zl. 0·90, 1 slepice zl. 0·60 až zl. 1·20, jedno vejce 3 kr. až —, 1 kopa vajec zl. 1·60 až zl. 1·65, 1 pár holoubat zl. 0·40 až zl. 0·50, 1 pták drobných zl. 0— až 0—, 1 králík zl. 0— až 0—, 1 kg. jelena v celku zl. 3— až zl. 4·50, jehněčí předek zl. 1·30 až zl. 1·80, 1 jehněčí křbet zl. 1·50 až zl. 2·50, 1 kg. másla zl. 1·20 až zl. 1·80, 1 kg. másla čerstvého 0·90 až 1·20, 1 kg. másla přepouštěného zl. 1— až 1·20, 1 kg. čerstvého tvarohu zl. 0·16 až 0·28, 1 syreček čerstvý kr. 3 až 4, 60 kusů nakožených syrečků zl. 0·70 až 0·90, 1 kg. plátek kr. 12 až 24, 1 kg. hrušek kr. — až —, 1 kg. jablek zl. 0·15 až 0·50, 1 kg. ořechů zl. 0·35 až 0·45, 1 kg. fíků zl. 0·16 až 0·20, 1 kg. vlašských ořechů zl. 0·40 až 0·50, 1 l. zelí kr. 0 až 0·40, 1 kg. cibule zl. —, 1 kg. česneku zl. 0·16 až 0·24. [35, 780, 394, 1000]
spolek-text: odporučují se zábavní místnosti i sály hostince v „Bezovce“ k odbývání zábav a slavností. Blížší ujednání v pisárně pivovaru „u Sedlerů“ na Karlově náměstí č. 18 n. [1139, 37, 1490, 75]
lowy-city: v Praze, [1268, 448, 1361, 476]
letters-and-ads-column [766, 8, 1132, 1965]
venue-listing [1504, 323, 1848, 368]
sokol-greeting [1139, 926, 1490, 1135]
